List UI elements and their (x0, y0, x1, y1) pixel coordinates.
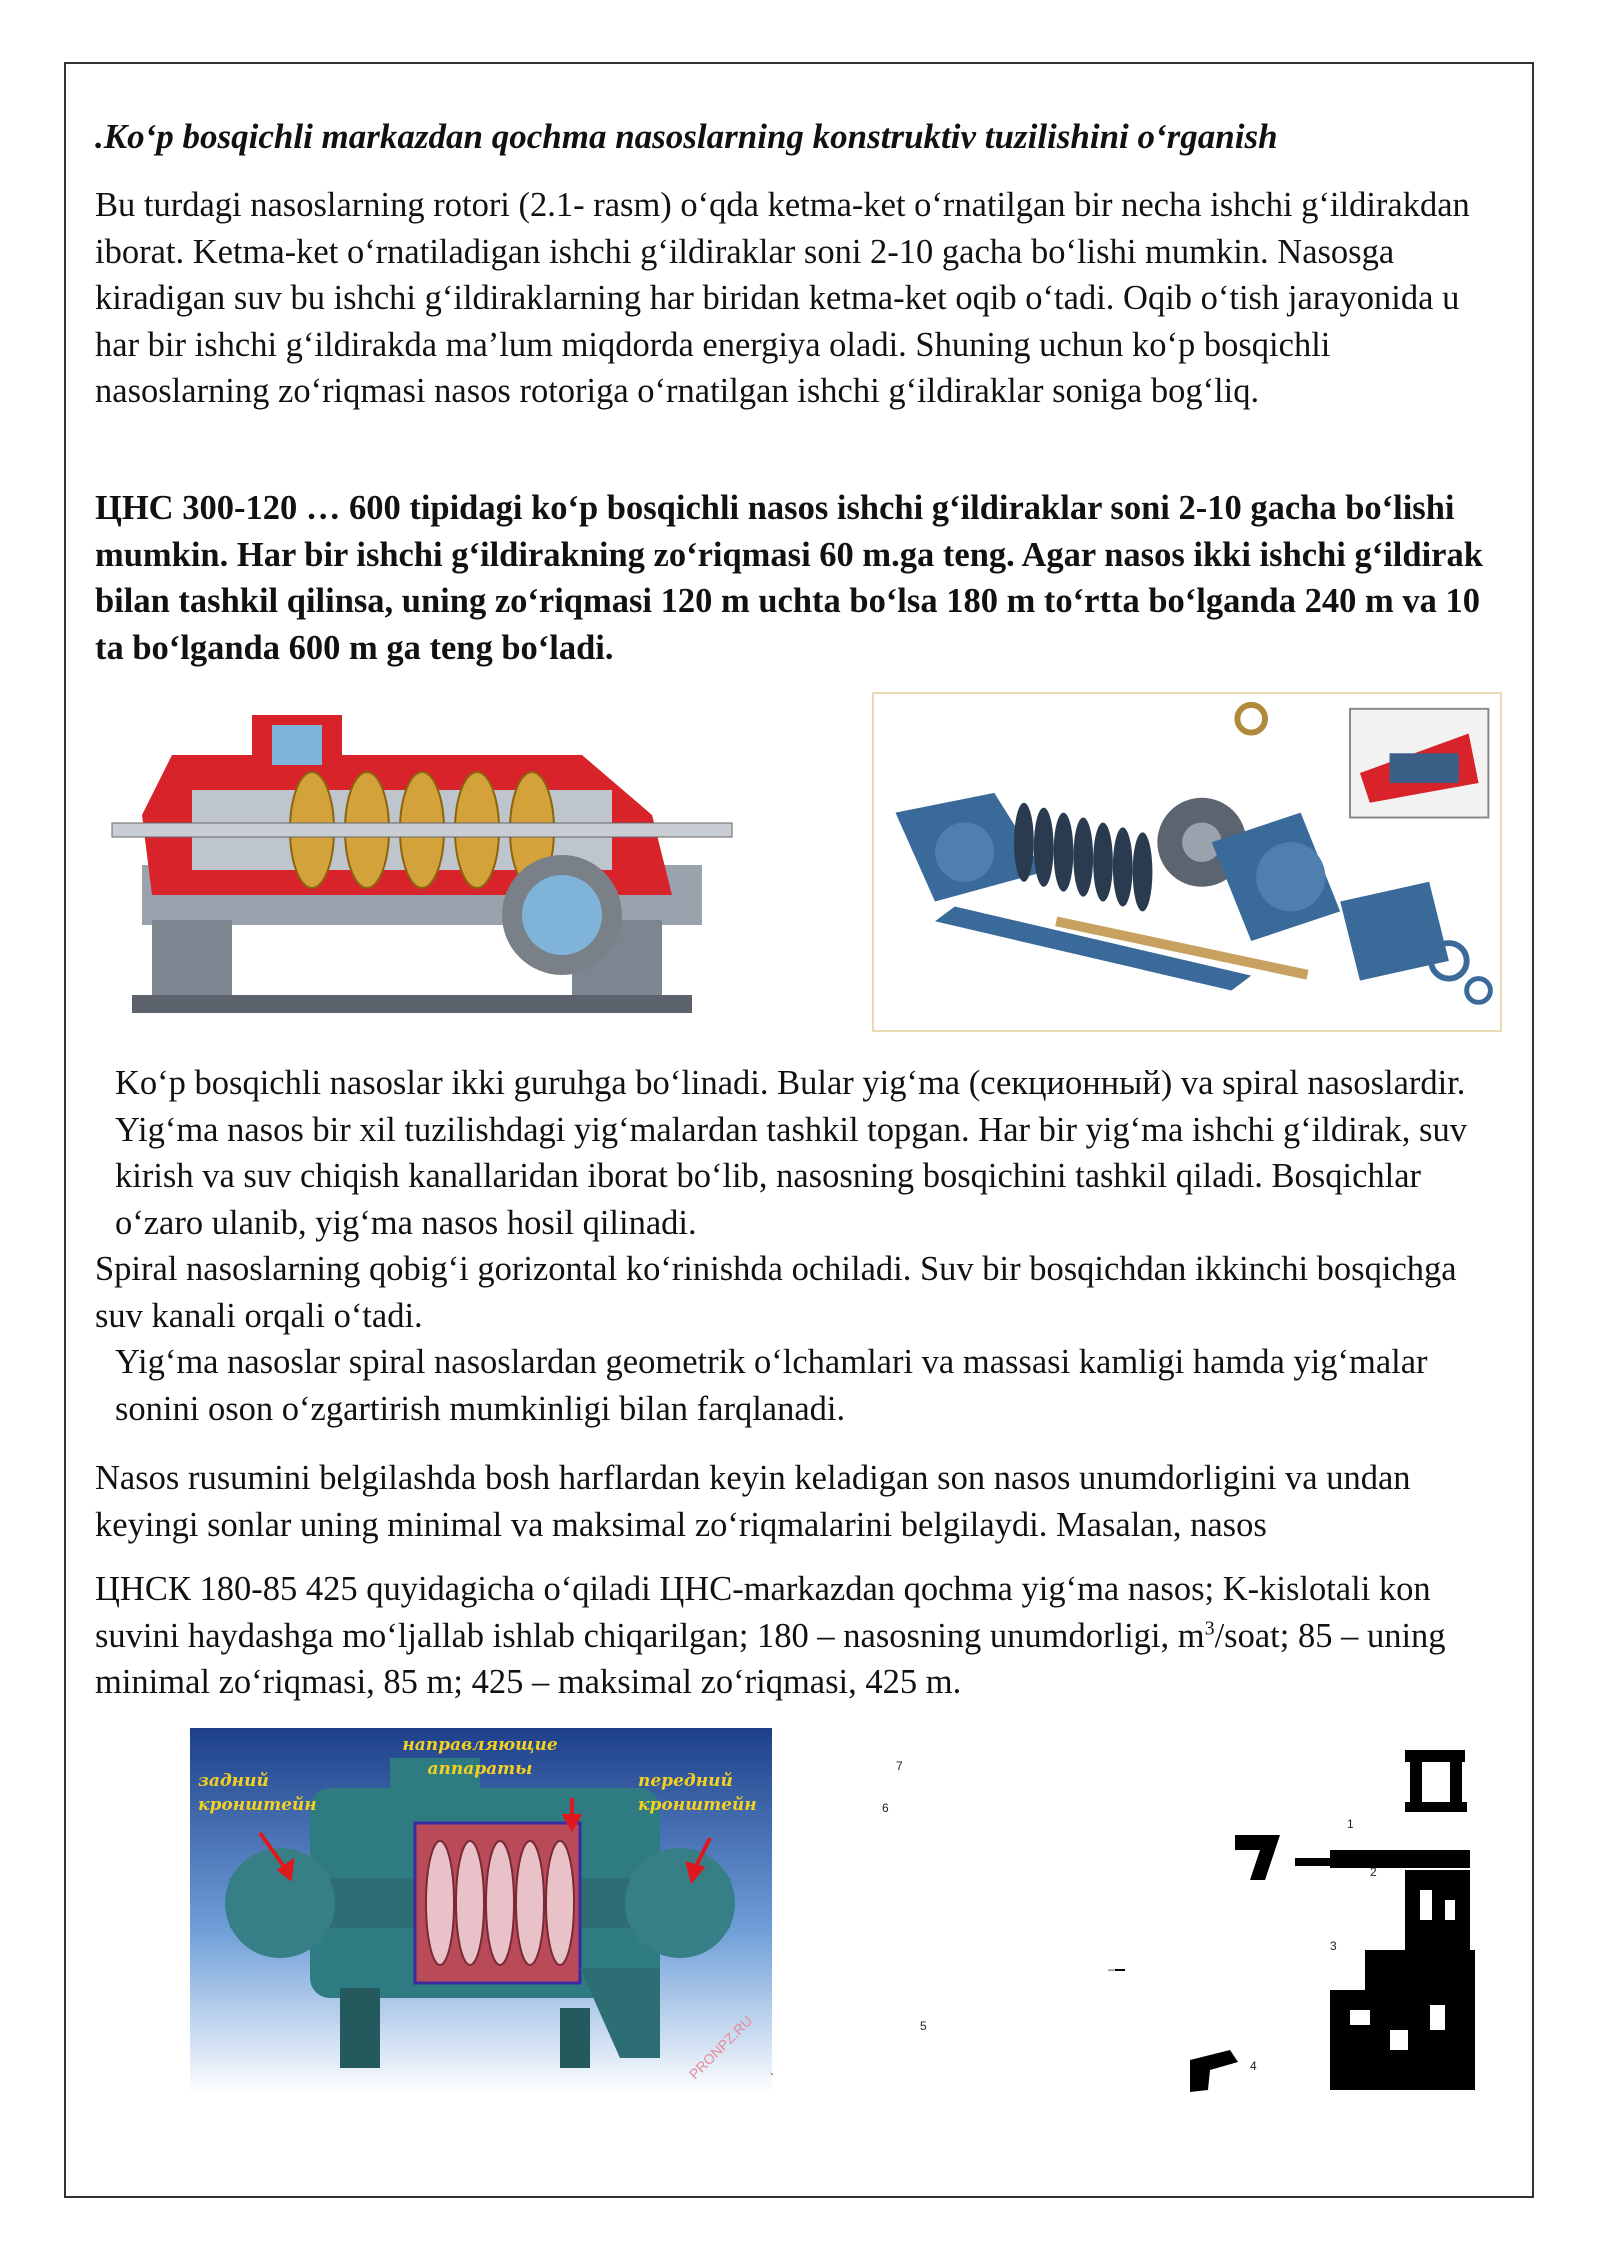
callout-5: 5 (920, 2019, 927, 2033)
labeled-pump-section-illustration (190, 1728, 772, 2095)
paragraph-marking: Nasos rusumini belgilashda bosh harflardan keyin keladigan son nasos unumdorligini va undan keyingi sonlar uning minimal va maksimal zo‘riqmalarini belgilaydi. Masalan, nasos (95, 1459, 1411, 1544)
label-front-bracket-2: кронштейн (638, 1795, 757, 1815)
callout-6: 6 (882, 1801, 889, 1815)
paragraph-pump-types (95, 1060, 1505, 1432)
callout-2: 2 (1370, 1865, 1377, 1879)
label-rear-bracket-1: задний (198, 1771, 269, 1791)
paragraph-pump-types-line2: Spiral nasoslarning qobig‘i gorizontal ko‘rinishda ochiladi. Suv bir bosqichdan ikkinchi bosqichga suv kanali orqali o‘tadi. (95, 1250, 1457, 1335)
paragraph-rotor: Bu turdagi nasoslarning rotori (2.1- rasm) o‘qda ketma-ket o‘rnatilgan bir necha ishchi g‘ildirakdan iborat. Ketma-ket o‘rnatiladigan ishchi g‘ildiraklar soni 2-10 gacha bo‘lishi mumkin. Nasosga kiradigan suv bu ishchi g‘ildiraklarning har biridan ketma-ket oqib o‘tadi. Oqib o‘tish jarayonida u har bir ishchi g‘ildirakda ma’lum miqdorda energiya oladi. Shuning uchun ko‘p bosqichli nasoslarning zo‘riqmasi nasos rotoriga o‘rnatilgan ishchi g‘ildiraklar soniga bog‘liq. (95, 186, 1470, 410)
label-guide-vanes-2: аппараты (427, 1759, 533, 1779)
callout-dash: – (1108, 1962, 1115, 1976)
pump-cutaway-illustration (112, 695, 732, 1025)
paragraph-example-post: /soat; 85 – uning minimal zo‘riqmasi, 85 m; 425 – maksimal zo‘riqmasi, 425 m. (95, 1616, 1446, 1701)
callout-4: 4 (1250, 2059, 1257, 2073)
numbered-schematic-illustration (770, 1740, 1500, 2100)
paragraph-example-sup: 3 (1204, 1617, 1215, 1639)
pump-exploded-illustration (872, 692, 1502, 1032)
paragraph-example-pre: ЦНСК 180-85 425 quyidagicha o‘qiladi ЦНС-markazdan qochma yig‘ma nasos; K-kislotali kon suvini haydashga mo‘ljallab ishlab chiqarilgan; 180 – nasosning unumdorligi, m (95, 1570, 1431, 1655)
watermark: PRONPZ.RU (685, 2012, 756, 2083)
callout-1: 1 (1347, 1817, 1354, 1831)
paragraph-pump-types-line1: Ko‘p bosqichli nasoslar ikki guruhga bo‘linadi. Bular yig‘ma (секционный) va spiral nasoslardir. Yig‘ma nasos bir xil tuzilishdagi yig‘malardan tashkil topgan. Har bir yig‘ma ishchi g‘ildirak, suv kirish va suv chiqish kanallaridan iborat bo‘lib, nasosning bosqichini tashkil qiladi. Bosqichlar o‘zaro ulanib, yig‘ma nasos hosil qilinadi. (115, 1064, 1467, 1242)
paragraph-cns-bold: ЦНС 300-120 … 600 tipidagi ko‘p bosqichli nasos ishchi g‘ildiraklar soni 2-10 gacha bo‘lishi mumkin. Har bir ishchi g‘ildirakning zo‘riqmasi 60 m.ga teng. Agar nasos ikki ishchi g‘ildirak bilan tashkil qilinsa, uning zo‘riqmasi 120 m uchta bo‘lsa 180 m to‘rtta bo‘lganda 240 m va 10 ta bo‘lganda 600 m ga teng bo‘ladi. (95, 489, 1483, 667)
label-rear-bracket-2: кронштейн (198, 1795, 317, 1815)
callout-7: 7 (896, 1759, 903, 1773)
paragraph-pump-types-line3: Yig‘ma nasoslar spiral nasoslardan geometrik o‘lchamlari va massasi kamligi hamda yig‘malar sonini oson o‘zgartirish mumkinligi bilan farqlanadi. (115, 1343, 1428, 1428)
callout-3: 3 (1330, 1939, 1337, 1953)
label-guide-vanes-1: направляющие (402, 1735, 558, 1755)
paragraph-example (95, 1566, 1505, 1706)
tick-mark: ` (770, 2071, 774, 2085)
section-title: .Ko‘p bosqichli markazdan qochma nasoslarning konstruktiv tuzilishini o‘rganish (95, 117, 1278, 156)
label-front-bracket-1: передний (638, 1771, 733, 1791)
